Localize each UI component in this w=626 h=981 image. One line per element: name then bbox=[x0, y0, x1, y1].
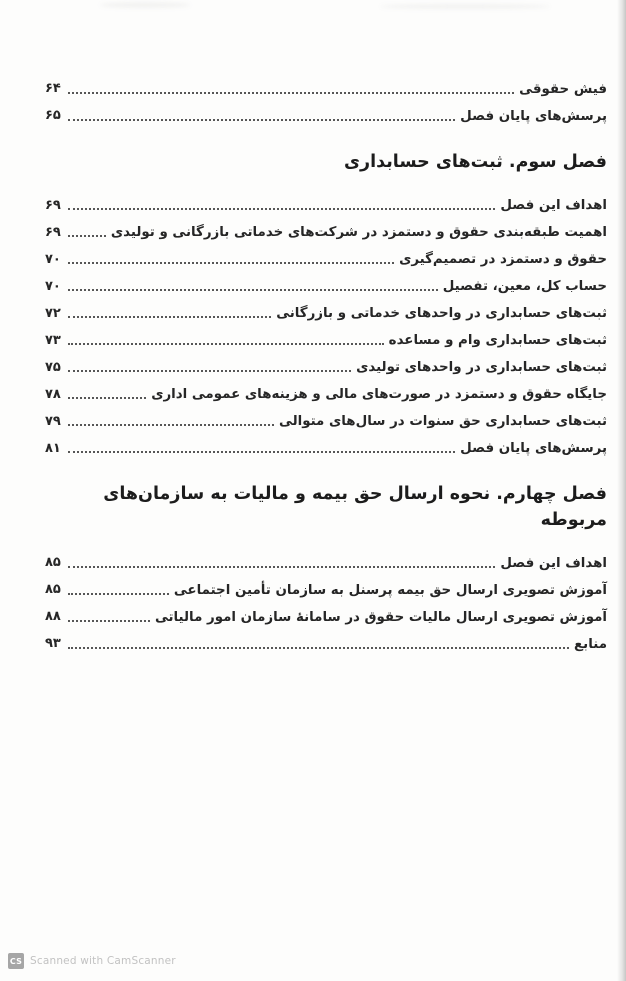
toc-entry-page-number: ۶۹ bbox=[45, 197, 61, 213]
toc-entry-title: جایگاه حقوق و دستمزد در صورت‌های مالی و هزینه‌های عمومی اداری bbox=[151, 386, 607, 402]
toc-entry-page-number: ۷۸ bbox=[45, 386, 61, 402]
toc-entry bbox=[45, 296, 607, 323]
toc-entry-title: حساب کل، معین، تفصیل bbox=[442, 278, 607, 294]
toc-entry bbox=[45, 323, 607, 350]
toc-entry-page-number: ۷۲ bbox=[45, 305, 61, 321]
toc-section bbox=[45, 72, 607, 126]
dot-leader bbox=[68, 119, 455, 121]
toc-entry bbox=[45, 600, 607, 627]
toc-entry-page-number: ۸۸ bbox=[45, 609, 61, 625]
toc-entry-page-number: ۷۹ bbox=[45, 413, 61, 429]
toc-entry-title: فیش حقوقی bbox=[519, 81, 607, 97]
toc-entry-page-number: ۹۳ bbox=[45, 636, 61, 652]
toc-entry bbox=[45, 377, 607, 404]
toc-entry-title: منابع bbox=[574, 636, 607, 652]
chapter-heading: فصل سوم. ثبت‌های حسابداری bbox=[343, 152, 607, 172]
toc-entry bbox=[45, 404, 607, 431]
dot-leader bbox=[68, 92, 514, 94]
toc-entry-page-number: ۷۰ bbox=[45, 251, 61, 267]
chapter-heading: فصل چهارم. نحوه ارسال حق بیمه و مالیات به سازمان‌های مربوطه bbox=[103, 484, 607, 530]
toc-entry-title: پرسش‌های پایان فصل bbox=[460, 108, 607, 124]
toc-entry-page-number: ۶۵ bbox=[45, 108, 61, 124]
toc-entry-title: ثبت‌های حسابداری در واحدهای تولیدی bbox=[356, 359, 607, 375]
dot-leader bbox=[68, 620, 150, 622]
dot-leader bbox=[68, 289, 438, 291]
toc-entry-title: حقوق و دستمزد در تصمیم‌گیری bbox=[399, 251, 607, 267]
dot-leader bbox=[68, 262, 394, 264]
dot-leader bbox=[68, 566, 495, 568]
toc-entry bbox=[45, 627, 607, 654]
page-edge-shadow bbox=[617, 0, 626, 981]
toc-entry-title: آموزش تصویری ارسال مالیات حقوق در سامانهٔ سازمان امور مالیاتی bbox=[154, 609, 607, 625]
watermark-text: Scanned with CamScanner bbox=[30, 955, 176, 967]
toc-entry-page-number: ۶۴ bbox=[45, 81, 61, 97]
dot-leader bbox=[68, 235, 106, 237]
toc-entry-page-number: ۸۵ bbox=[45, 555, 61, 571]
toc-section bbox=[45, 482, 607, 654]
toc-entry bbox=[45, 546, 607, 573]
dot-leader bbox=[68, 647, 569, 649]
toc-entry bbox=[45, 99, 607, 126]
toc-entry-title: ثبت‌های حسابداری در واحدهای خدماتی و بازرگانی bbox=[276, 305, 607, 321]
toc-entry-page-number: ۷۰ bbox=[45, 278, 61, 294]
dot-leader bbox=[68, 208, 495, 210]
dot-leader bbox=[68, 316, 271, 318]
toc-entry bbox=[45, 431, 607, 458]
toc-entry-title: اهداف این فصل bbox=[500, 197, 607, 213]
toc-entry bbox=[45, 242, 607, 269]
dot-leader bbox=[68, 370, 351, 372]
toc-entry bbox=[45, 215, 607, 242]
toc-entry bbox=[45, 72, 607, 99]
camscanner-watermark bbox=[8, 953, 176, 969]
toc-entry-title: ثبت‌های حسابداری حق سنوات در سال‌های متوالی bbox=[279, 413, 607, 429]
scan-artifact bbox=[100, 2, 190, 8]
toc-section bbox=[45, 150, 607, 458]
dot-leader bbox=[68, 397, 146, 399]
toc-entry-page-number: ۷۵ bbox=[45, 359, 61, 375]
dot-leader bbox=[68, 593, 169, 595]
toc-entry-title: پرسش‌های پایان فصل bbox=[460, 440, 607, 456]
toc-entry bbox=[45, 350, 607, 377]
toc-entry-title: اهداف این فصل bbox=[500, 555, 607, 571]
toc-entry bbox=[45, 188, 607, 215]
toc-entry-title: اهمیت طبقه‌بندی حقوق و دستمزد در شرکت‌های خدماتی بازرگانی و تولیدی bbox=[110, 224, 607, 240]
toc-entry-page-number: ۸۱ bbox=[45, 440, 61, 456]
toc-entry bbox=[45, 269, 607, 296]
toc-entry-title: آموزش تصویری ارسال حق بیمه پرسنل به سازمان تأمین اجتماعی bbox=[173, 582, 607, 598]
toc-entry-title: ثبت‌های حسابداری وام و مساعده bbox=[388, 332, 607, 348]
toc-entry-page-number: ۶۹ bbox=[45, 224, 61, 240]
toc-entry-page-number: ۷۳ bbox=[45, 332, 61, 348]
dot-leader bbox=[68, 424, 274, 426]
toc bbox=[45, 72, 607, 654]
dot-leader bbox=[68, 451, 455, 453]
dot-leader bbox=[68, 343, 384, 345]
toc-entry-page-number: ۸۵ bbox=[45, 582, 61, 598]
toc-entry bbox=[45, 573, 607, 600]
scan-artifact bbox=[380, 4, 550, 9]
camscanner-icon: CS bbox=[8, 953, 24, 969]
